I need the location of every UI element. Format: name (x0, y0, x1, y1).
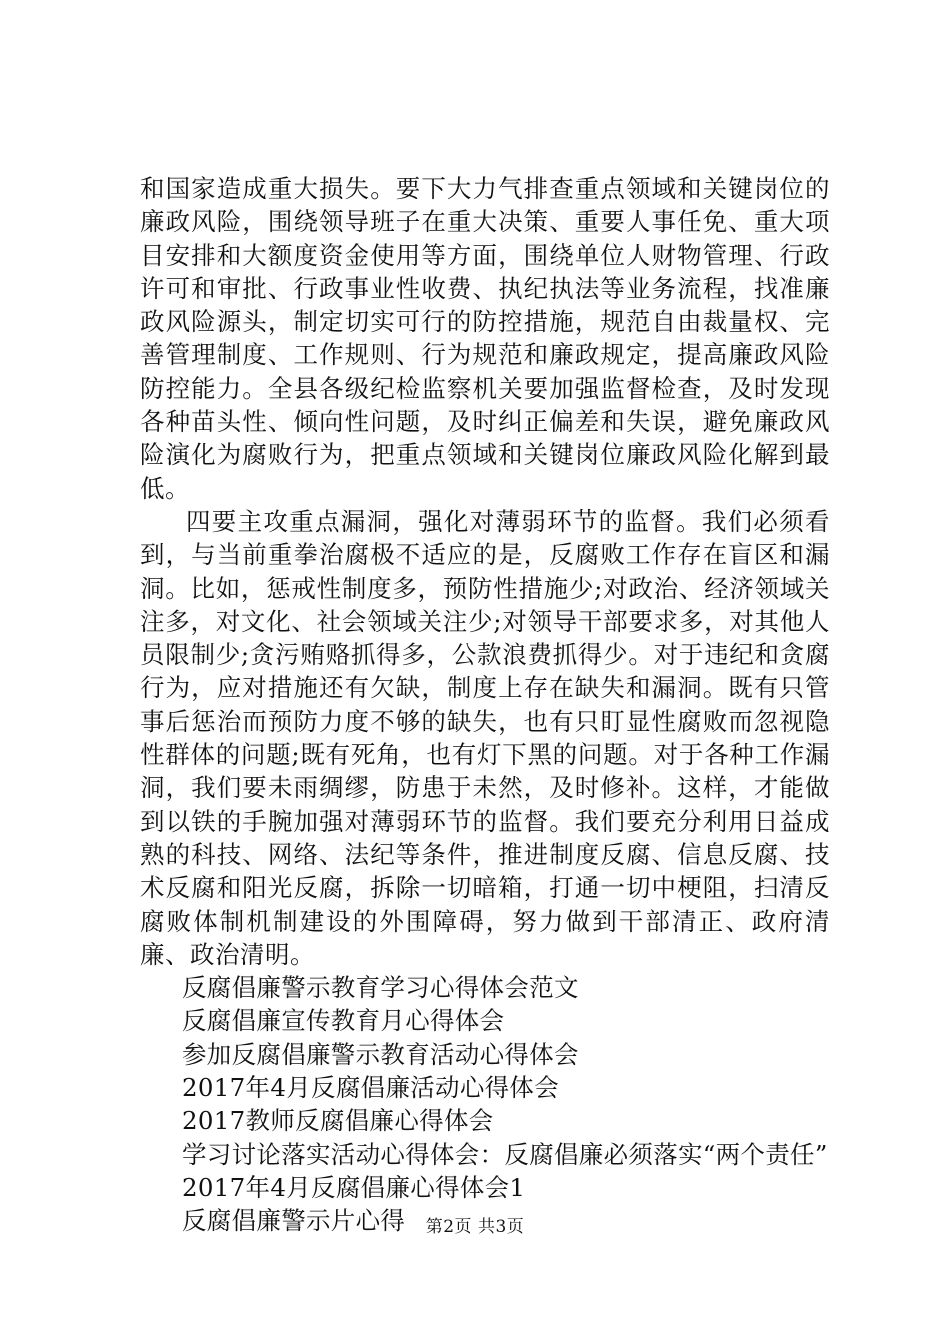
related-article-link[interactable]: 学习讨论落实活动心得体会：反腐倡廉必须落实“两个责任” (182, 1139, 828, 1169)
related-article-link[interactable]: 2017教师反腐倡廉心得体会 (182, 1106, 494, 1136)
related-article-link[interactable]: 反腐倡廉警示教育学习心得体会范文 (182, 973, 579, 1003)
document-body (140, 172, 830, 1238)
related-article-link[interactable]: 反腐倡廉宣传教育月心得体会 (182, 1006, 505, 1036)
related-article-link[interactable]: 反腐倡廉警示片心得 (182, 1206, 406, 1236)
related-article-link[interactable]: 参加反腐倡廉警示教育活动心得体会 (182, 1039, 579, 1069)
paragraph-continued: 和国家造成重大损失。要下大力气排查重点领域和关键岗位的廉政风险，围绕领导班子在重大决策、重要人事任免、重大项目安排和大额度资金使用等方面，围绕单位人财物管理、行政许可和审批、行政事业性收费、执纪执法等业务流程，找准廉政风险源头，制定切实可行的防控措施，规范自由裁量权、完善管理制度、工作规则、行为规范和廉政规定，提高廉政风险防控能力。全县各级纪检监察机关要加强监督检查，及时发现各种苗头性、倾向性问题，及时纠正偏差和失误，避免廉政风险演化为腐败行为，把重点领域和关键岗位廉政风险化解到最低。 (140, 174, 830, 503)
page-number: 第2页 共3页 (425, 1217, 525, 1237)
related-articles-list (140, 971, 830, 1237)
related-article-link[interactable]: 2017年4月反腐倡廉活动心得体会 (182, 1073, 560, 1103)
related-article-link[interactable]: 2017年4月反腐倡廉心得体会1 (182, 1172, 526, 1202)
paragraph-weak-links: 四要主攻重点漏洞，强化对薄弱环节的监督。我们必须看到，与当前重拳治腐极不适应的是，反腐败工作存在盲区和漏洞。比如，惩戒性制度多，预防性措施少;对政治、经济领域关注多，对文化、社会领域关注少;对领导干部要求多，对其他人员限制少;贪污贿赂抓得多，公款浪费抓得少。对于违纪和贪腐行为，应对措施还有欠缺，制度上存在缺失和漏洞。既有只管事后惩治而预防力度不够的缺失，也有只盯显性腐败而忽视隐性群体的问题;既有死角，也有灯下黑的问题。对于各种工作漏洞，我们要未雨绸缪，防患于未然，及时修补。这样，才能做到以铁的手腕加强对薄弱环节的监督。我们要充分利用日益成熟的科技、网络、法纪等条件，推进制度反腐、信息反腐、技术反腐和阳光反腐，拆除一切暗箱，打通一切中梗阻，扫清反腐败体制机制建设的外围障碍，努力做到干部清正、政府清廉、政治清明。 (140, 506, 830, 969)
